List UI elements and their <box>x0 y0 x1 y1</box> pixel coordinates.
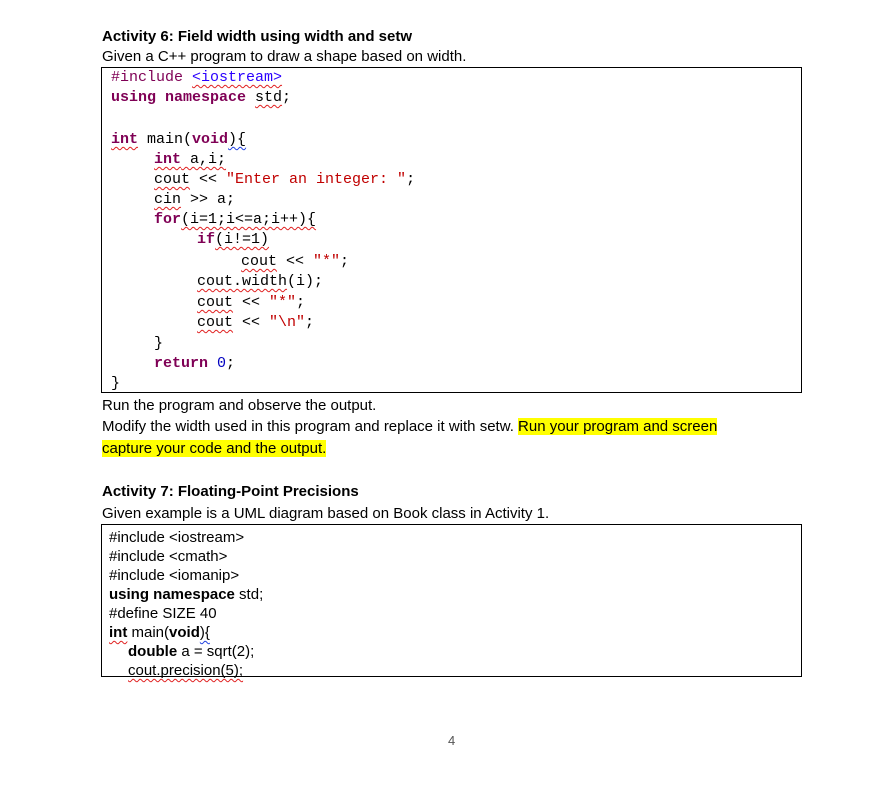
code-line-13: cout << "\n"; <box>197 314 315 331</box>
code-line-8: for(i=1;i<=a;i++){ <box>154 211 317 228</box>
code-line-6: cout << "Enter an integer: "; <box>154 171 416 188</box>
activity6-code-box <box>101 67 802 393</box>
code7-line-2: #include <cmath> <box>109 548 228 565</box>
code7-line-7: double a = sqrt(2); <box>128 643 255 660</box>
code-line-15: return 0; <box>154 355 236 372</box>
page-number: 4 <box>448 733 456 748</box>
code-line-1: #include <iostream> <box>111 69 283 86</box>
activity6-after-2: Modify the width used in this program and replace it with setw. Run your program and screen <box>102 418 718 435</box>
code-line-5: int a,i; <box>154 151 227 168</box>
code-line-4: int main(void){ <box>111 131 247 148</box>
activity6-after-1: Run the program and observe the output. <box>102 397 377 414</box>
activity7-title: Activity 7: Floating-Point Precisions <box>102 483 359 500</box>
code7-line-8: cout.precision(5); <box>128 662 244 679</box>
code-line-10: cout << "*"; <box>241 253 350 270</box>
code-line-9: if(i!=1) <box>197 231 270 248</box>
code-line-7: cin >> a; <box>154 191 236 208</box>
activity6-intro: Given a C++ program to draw a shape based on width. <box>102 48 467 65</box>
activity7-intro: Given example is a UML diagram based on Book class in Activity 1. <box>102 505 550 522</box>
code7-line-3: #include <iomanip> <box>109 567 240 584</box>
code7-line-4: using namespace std; <box>109 586 264 603</box>
code-line-14: } <box>154 335 164 352</box>
code7-line-6: int main(void){ <box>109 624 210 641</box>
activity6-title: Activity 6: Field width using width and setw <box>102 28 413 45</box>
activity7-code-box <box>101 524 802 677</box>
code-line-12: cout << "*"; <box>197 294 306 311</box>
code7-line-5: #define SIZE 40 <box>109 605 217 622</box>
code-line-2: using namespace std; <box>111 89 292 106</box>
code-line-16: } <box>111 375 121 392</box>
code-line-11: cout.width(i); <box>197 273 324 290</box>
activity6-after-3: capture your code and the output. <box>102 440 327 457</box>
code7-line-1: #include <iostream> <box>109 529 245 546</box>
